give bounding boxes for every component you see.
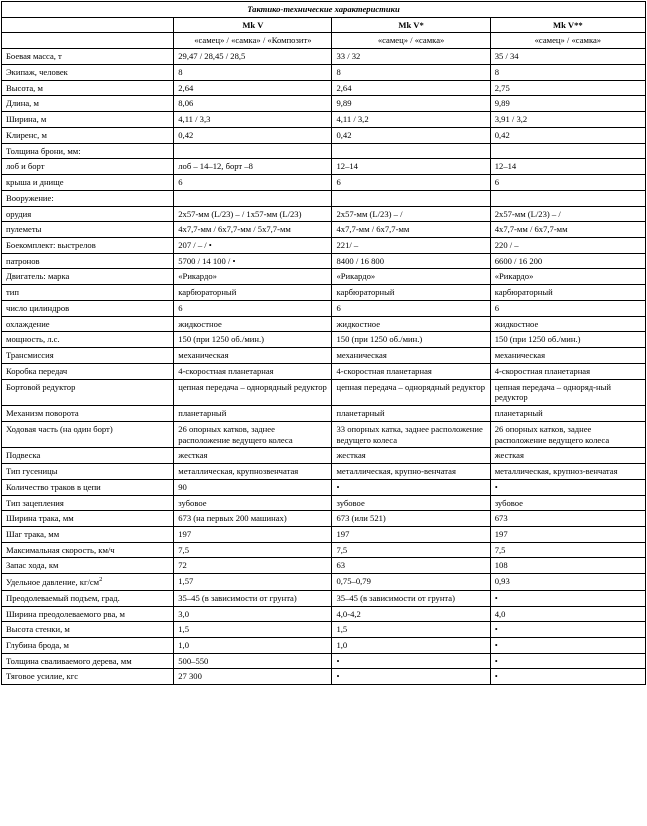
row-value: •: [332, 653, 490, 669]
table-row-group: [2, 143, 646, 159]
row-label-group: Толщина брони, мм:: [2, 143, 174, 159]
row-value: 7,5: [174, 542, 332, 558]
row-value: 0,42: [174, 127, 332, 143]
row-label: Тип гусеницы: [2, 464, 174, 480]
row-label: лоб и борт: [2, 159, 174, 175]
row-value: 35–45 (в зависимости от грунта): [332, 590, 490, 606]
row-value: 4х7,7-мм / 6х7,7-мм / 5х7,7-мм: [174, 222, 332, 238]
table-row: [2, 112, 646, 128]
table-row: [2, 222, 646, 238]
row-value: планетарный: [174, 406, 332, 422]
table-row: [2, 590, 646, 606]
table-row: [2, 49, 646, 65]
row-label-pressure: [2, 574, 174, 591]
row-value: 33 опорных катка, заднее расположение ведущего колеса: [332, 421, 490, 447]
row-value: •: [332, 669, 490, 685]
table-row: [2, 448, 646, 464]
table-row: [2, 127, 646, 143]
row-value: механическая: [174, 348, 332, 364]
row-value: 6: [332, 300, 490, 316]
row-value: 500–550: [174, 653, 332, 669]
row-value: жидкостное: [174, 316, 332, 332]
row-value: 7,5: [490, 542, 645, 558]
row-label: Запас хода, км: [2, 558, 174, 574]
row-value: 1,5: [332, 622, 490, 638]
table-row: [2, 64, 646, 80]
row-label: крыша и днище: [2, 175, 174, 191]
row-label: Ходовая часть (на один борт): [2, 421, 174, 447]
row-label: Шаг трака, мм: [2, 526, 174, 542]
table-row: [2, 558, 646, 574]
row-value: 26 опорных катков, заднее расположение ведущего колеса: [490, 421, 645, 447]
table-row: [2, 238, 646, 254]
table-row: [2, 479, 646, 495]
row-value: зубовое: [490, 495, 645, 511]
row-value: жесткая: [174, 448, 332, 464]
row-label: Подвеска: [2, 448, 174, 464]
row-label: патронов: [2, 253, 174, 269]
row-value: 8: [174, 64, 332, 80]
row-value: 3,0: [174, 606, 332, 622]
table-row: [2, 406, 646, 422]
row-label: Преодолеваемый подъем, град.: [2, 590, 174, 606]
row-label: Количество траков в цепи: [2, 479, 174, 495]
table-row: [2, 175, 646, 191]
row-value: жидкостное: [332, 316, 490, 332]
row-value: •: [490, 622, 645, 638]
row-value: «Рикардо»: [332, 269, 490, 285]
row-value: 29,47 / 28,45 / 28,5: [174, 49, 332, 65]
row-value: [332, 190, 490, 206]
row-value: карбюраторный: [332, 285, 490, 301]
column-header-mk5star: Mk V*: [332, 17, 490, 33]
row-label: Коробка передач: [2, 363, 174, 379]
table-row: [2, 622, 646, 638]
row-label: Механизм поворота: [2, 406, 174, 422]
row-label: Толщина сваливаемого дерева, мм: [2, 653, 174, 669]
row-value: механическая: [490, 348, 645, 364]
row-value: •: [332, 479, 490, 495]
row-value: металлическая, крупнозвенчатая: [174, 464, 332, 480]
row-value: 9,89: [490, 96, 645, 112]
row-value: «Рикардо»: [490, 269, 645, 285]
row-label: Ширина трака, мм: [2, 511, 174, 527]
row-label: Максимальная скорость, км/ч: [2, 542, 174, 558]
row-label-text: Удельное давление, кг/см: [6, 577, 100, 588]
row-value: 150 (при 1250 об./мин.): [490, 332, 645, 348]
table-row: [2, 363, 646, 379]
row-label: Боевая масса, т: [2, 49, 174, 65]
table-row: [2, 637, 646, 653]
row-value: •: [490, 653, 645, 669]
row-value: 673: [490, 511, 645, 527]
row-value: 63: [332, 558, 490, 574]
row-value: •: [490, 669, 645, 685]
row-value: 673 (или 521): [332, 511, 490, 527]
row-value: 4,11 / 3,3: [174, 112, 332, 128]
row-value: 90: [174, 479, 332, 495]
row-value: 8: [490, 64, 645, 80]
row-label-group: Вооружение:: [2, 190, 174, 206]
table-row: [2, 80, 646, 96]
row-value: жесткая: [332, 448, 490, 464]
row-value: 4-скоростная планетарная: [332, 363, 490, 379]
row-value: металлическая, крупноз-венчатая: [490, 464, 645, 480]
table-row: [2, 285, 646, 301]
row-value: 6600 / 16 200: [490, 253, 645, 269]
row-value: 197: [332, 526, 490, 542]
row-value: •: [490, 590, 645, 606]
row-value: лоб – 14–12, борт –8: [174, 159, 332, 175]
page-title: Тактико-технические характеристики: [2, 2, 646, 18]
header-empty-cell: [2, 17, 174, 33]
column-header-mk5doublestar: Mk V**: [490, 17, 645, 33]
row-label: охлаждение: [2, 316, 174, 332]
row-value: 7,5: [332, 542, 490, 558]
row-value: •: [490, 479, 645, 495]
table-row: [2, 269, 646, 285]
row-value: цепная передача – однорядный редуктор: [332, 379, 490, 405]
row-value: карбюраторный: [490, 285, 645, 301]
table-row: [2, 574, 646, 591]
row-label: Высота стенки, м: [2, 622, 174, 638]
row-label: Длина, м: [2, 96, 174, 112]
row-label: тип: [2, 285, 174, 301]
table-row: [2, 159, 646, 175]
row-label: Экипаж, человек: [2, 64, 174, 80]
row-value: 2х57-мм (L/23) – /: [490, 206, 645, 222]
row-value: карбюраторный: [174, 285, 332, 301]
row-value: 9,89: [332, 96, 490, 112]
table-row: [2, 464, 646, 480]
row-label: орудия: [2, 206, 174, 222]
row-value: 4,0: [490, 606, 645, 622]
row-label: Высота, м: [2, 80, 174, 96]
table-row-group: [2, 190, 646, 206]
row-value: 3,91 / 3,2: [490, 112, 645, 128]
row-value: 2х57-мм (L/23) – / 1х57-мм (L/23): [174, 206, 332, 222]
row-label: мощность, л.с.: [2, 332, 174, 348]
row-label: число цилиндров: [2, 300, 174, 316]
row-value: 108: [490, 558, 645, 574]
row-value: 1,0: [332, 637, 490, 653]
table-row: [2, 96, 646, 112]
row-value: зубовое: [332, 495, 490, 511]
table-row: [2, 316, 646, 332]
row-value: 72: [174, 558, 332, 574]
table-title-row: [2, 2, 646, 18]
table-row: [2, 332, 646, 348]
row-value: 673 (на первых 200 машинах): [174, 511, 332, 527]
row-value: 4-скоростная планетарная: [174, 363, 332, 379]
column-variants-mk5star: «самец» / «самка»: [332, 33, 490, 49]
row-value: 150 (при 1250 об./мин.): [332, 332, 490, 348]
table-header-row: [2, 17, 646, 33]
row-value: 0,42: [332, 127, 490, 143]
row-value: 0,42: [490, 127, 645, 143]
table-row: [2, 653, 646, 669]
row-value: 8: [332, 64, 490, 80]
row-value: 2,75: [490, 80, 645, 96]
row-value: 2х57-мм (L/23) – /: [332, 206, 490, 222]
row-value: 6: [174, 300, 332, 316]
table-row: [2, 421, 646, 447]
row-value: [490, 143, 645, 159]
row-value: [174, 190, 332, 206]
specifications-table: [1, 1, 646, 685]
column-header-mk5: Mk V: [174, 17, 332, 33]
table-body: [2, 2, 646, 685]
row-label: Клиренс, м: [2, 127, 174, 143]
row-label: Трансмиссия: [2, 348, 174, 364]
row-value: 220 / –: [490, 238, 645, 254]
row-value: 207 / – / •: [174, 238, 332, 254]
row-value: [332, 143, 490, 159]
row-label: Бортовой редуктор: [2, 379, 174, 405]
row-label: Тип зацепления: [2, 495, 174, 511]
table-row: [2, 206, 646, 222]
column-variants-mk5: «самец» / «самка» / «Композит»: [174, 33, 332, 49]
table-row: [2, 606, 646, 622]
row-value: 4-скоростная планетарная: [490, 363, 645, 379]
row-value: 1,5: [174, 622, 332, 638]
superscript: 2: [99, 576, 103, 584]
row-value: механическая: [332, 348, 490, 364]
row-value: зубовое: [174, 495, 332, 511]
row-value: жидкостное: [490, 316, 645, 332]
table-row: [2, 526, 646, 542]
row-value: 6: [174, 175, 332, 191]
table-subheader-row: [2, 33, 646, 49]
row-value: металлическая, крупно-венчатая: [332, 464, 490, 480]
table-row: [2, 542, 646, 558]
row-value: цепная передача – однорядный редуктор: [174, 379, 332, 405]
row-value: 6: [490, 175, 645, 191]
row-value: «Рикардо»: [174, 269, 332, 285]
row-value: 27 300: [174, 669, 332, 685]
row-value: 4х7,7-мм / 6х7,7-мм: [490, 222, 645, 238]
column-variants-mk5doublestar: «самец» / «самка»: [490, 33, 645, 49]
row-value: 12–14: [490, 159, 645, 175]
row-value: 6: [332, 175, 490, 191]
row-value: 33 / 32: [332, 49, 490, 65]
row-value: 35–45 (в зависимости от грунта): [174, 590, 332, 606]
row-label: Ширина, м: [2, 112, 174, 128]
row-value: 2,64: [332, 80, 490, 96]
row-label: Глубина брода, м: [2, 637, 174, 653]
row-value: цепная передача – одноряд-ный редуктор: [490, 379, 645, 405]
row-value: •: [490, 637, 645, 653]
row-label: Тяговое усилие, кгс: [2, 669, 174, 685]
row-label: Двигатель: марка: [2, 269, 174, 285]
row-value: 0,75–0,79: [332, 574, 490, 591]
row-value: 221/ –: [332, 238, 490, 254]
row-value: 8400 / 16 800: [332, 253, 490, 269]
row-value: жесткая: [490, 448, 645, 464]
table-row: [2, 511, 646, 527]
row-value: [174, 143, 332, 159]
row-value: 4х7,7-мм / 6х7,7-мм: [332, 222, 490, 238]
row-value: 6: [490, 300, 645, 316]
row-value: планетарный: [490, 406, 645, 422]
row-label: пулеметы: [2, 222, 174, 238]
row-value: 197: [490, 526, 645, 542]
row-value: 35 / 34: [490, 49, 645, 65]
row-value: 8,06: [174, 96, 332, 112]
row-value: 1,0: [174, 637, 332, 653]
row-value: 12–14: [332, 159, 490, 175]
row-value: 5700 / 14 100 / •: [174, 253, 332, 269]
row-value: 0,93: [490, 574, 645, 591]
table-row: [2, 669, 646, 685]
row-label: Ширина преодолеваемого рва, м: [2, 606, 174, 622]
row-value: планетарный: [332, 406, 490, 422]
row-value: 4,11 / 3,2: [332, 112, 490, 128]
row-value: 26 опорных катков, заднее расположение ведущего колеса: [174, 421, 332, 447]
row-value: 2,64: [174, 80, 332, 96]
subheader-empty-cell: [2, 33, 174, 49]
table-row: [2, 379, 646, 405]
row-label: Боекомплект: выстрелов: [2, 238, 174, 254]
row-value: 150 (при 1250 об./мин.): [174, 332, 332, 348]
row-value: 1,57: [174, 574, 332, 591]
row-value: [490, 190, 645, 206]
table-row: [2, 495, 646, 511]
row-value: 4,0-4,2: [332, 606, 490, 622]
table-row: [2, 300, 646, 316]
table-row: [2, 253, 646, 269]
table-row: [2, 348, 646, 364]
row-value: 197: [174, 526, 332, 542]
